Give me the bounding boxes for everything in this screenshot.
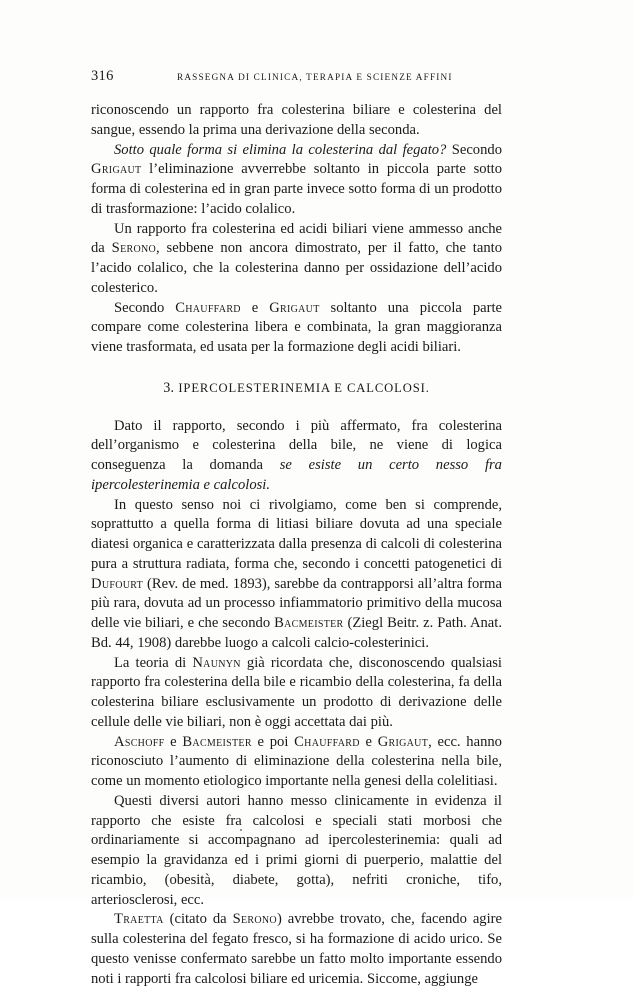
author-name: Traetta (114, 911, 164, 928)
paragraph-10-text-a: (citato da (163, 911, 233, 928)
author-name: Bacmeister (274, 615, 344, 631)
page-number: 316 (91, 68, 114, 84)
paragraph-6-text-a: In questo senso noi ci rivolgiamo, come ben si comprende, soprattutto a quella forma di litiasi biliare dovuta ad una speciale diatesi organica e caratterizzata dalla presenza di calcoli di colesterina pura a struttura radiata, forma che, secondo i concetti patogenetici di (91, 496, 502, 572)
paragraph-4-text-mid: e (240, 299, 270, 316)
paragraph-8 (91, 733, 502, 792)
paragraph-2-text-b: l’eliminazione avverrebbe soltanto in piccola parte sotto forma di colesterina ed in gran parte invece sotto forma di un prodotto di trasformazione: l’acido colalico. (91, 161, 502, 217)
author-name: Chauffard (294, 733, 360, 750)
author-name: Bacmeister (182, 733, 252, 750)
author-name: Naunyn (192, 654, 241, 671)
paragraph-8-text-b: e poi (251, 733, 295, 750)
paragraph-9-text: Questi diversi autori hanno messo clinicamente in evidenza il rapporto che esiste fra calcolosi e speciali stati morbosi che ordinariamente si accompagnano ad ipercolesterinemia: quali ad esempio la gravidanza ed i primi giorni di puerperio, malattie del ricambio, (obesità, diabete, gotta), nefriti croniche, tifo, arteriosclerosi, ecc. (91, 792, 502, 908)
paragraph-7-text-b: già ricordata che, disconoscendo qualsiasi rapporto fra colesterina della bile e ricambio della colesterina, fa della colesterina biliare esclusivamente un prodotto di derivazione delle cellule delle vie biliari, non è oggi accettata dai più. (91, 654, 502, 730)
print-speck (240, 829, 242, 831)
author-name: Aschoff (114, 733, 165, 750)
paragraph-4-text-a: Secondo (114, 299, 176, 316)
paragraph-8-text-d: , ecc. hanno riconosciuto l’aumento di eliminazione della colesterina nella bile, come un momento etiologico importante nella genesi della colelitiasi. (91, 733, 502, 789)
paragraph-8-text-a: e (164, 733, 183, 750)
paragraph-4 (91, 299, 502, 358)
paragraph-1-text: riconoscendo un rapporto fra colesterina biliare e colesterina del sangue, essendo la prima una derivazione della seconda. (91, 102, 502, 138)
author-name: Chauffard (175, 299, 241, 316)
paragraph-3-text-a: Un rapporto fra colesterina ed acidi biliari viene ammesso anche da (91, 220, 502, 257)
paragraph-2 (91, 141, 502, 220)
section-heading (91, 379, 502, 399)
paragraph-9 (91, 792, 502, 911)
paragraph-6-text-b: (Rev. de med. 1893), sarebbe da contrapporsi all’altra forma più rara, dovuta ad un processo infiammatorio primitivo della mucosa delle vie biliari, e che secondo (91, 575, 502, 631)
paragraph-5 (91, 417, 502, 496)
author-name: Serono (232, 911, 277, 928)
paragraph-7 (91, 654, 502, 733)
author-name: Serono (111, 240, 157, 257)
paragraph-1 (91, 101, 502, 141)
paragraph-6-text-c: (Ziegl Beitr. z. Path. Anat. Bd. 44, 1908) darebbe luogo a calcoli calcio-colesterinici. (91, 615, 502, 651)
paragraph-7-text-a: La teoria di (114, 654, 193, 671)
author-name: Grigaut (377, 733, 429, 750)
paragraph-8-text-c: e (359, 733, 378, 750)
paragraph-5-text-a: Dato il rapporto, secondo i più affermato, fra colesterina dell’organismo e colesterina della bile, ne viene di logica conseguenza la domanda (91, 417, 502, 473)
body-text (91, 101, 502, 989)
section-title: IPERCOLESTERINEMIA E CALCOLOSI. (178, 380, 430, 395)
paragraph-4-text-b: soltanto una piccola parte compare come colesterina libera e combinata, la gran maggioranza viene trasformata, ed usata per la formazione degli acidi biliari. (91, 299, 502, 355)
page-header (91, 68, 511, 88)
paragraph-2-question: Sotto quale forma si elimina la colesterina dal fegato? (114, 141, 447, 158)
paragraph-10 (91, 910, 502, 989)
paragraph-6 (91, 496, 502, 654)
author-name: Grigaut (91, 161, 142, 178)
section-number: 3. (163, 379, 175, 396)
paragraph-2-text-a: Secondo (446, 141, 502, 158)
paragraph-3-text-b: , sebbene non ancora dimostrato, per il fatto, che tanto l’acido colalico, che la colesterina danno per ossidazione dell’acido colesterico. (91, 240, 502, 296)
paragraph-5-question: se esiste un certo nesso fra ipercolesterinemia e calcolosi. (91, 457, 502, 493)
author-name: Dufourt (91, 575, 144, 592)
paragraph-10-text-b: ) avrebbe trovato, che, facendo agire sulla colesterina del fegato fresco, si ha formazione di acido urico. Se questo venisse confermato sarebbe un fatto molto importante essendo noti i rapporti fra calcolosi biliare ed uricemia. Siccome, aggiunge (91, 911, 502, 987)
paragraph-3 (91, 220, 502, 299)
running-head-title: RASSEGNA DI CLINICA, TERAPIA E SCIENZE AFFINI (177, 72, 453, 82)
author-name: Grigaut (269, 299, 320, 316)
